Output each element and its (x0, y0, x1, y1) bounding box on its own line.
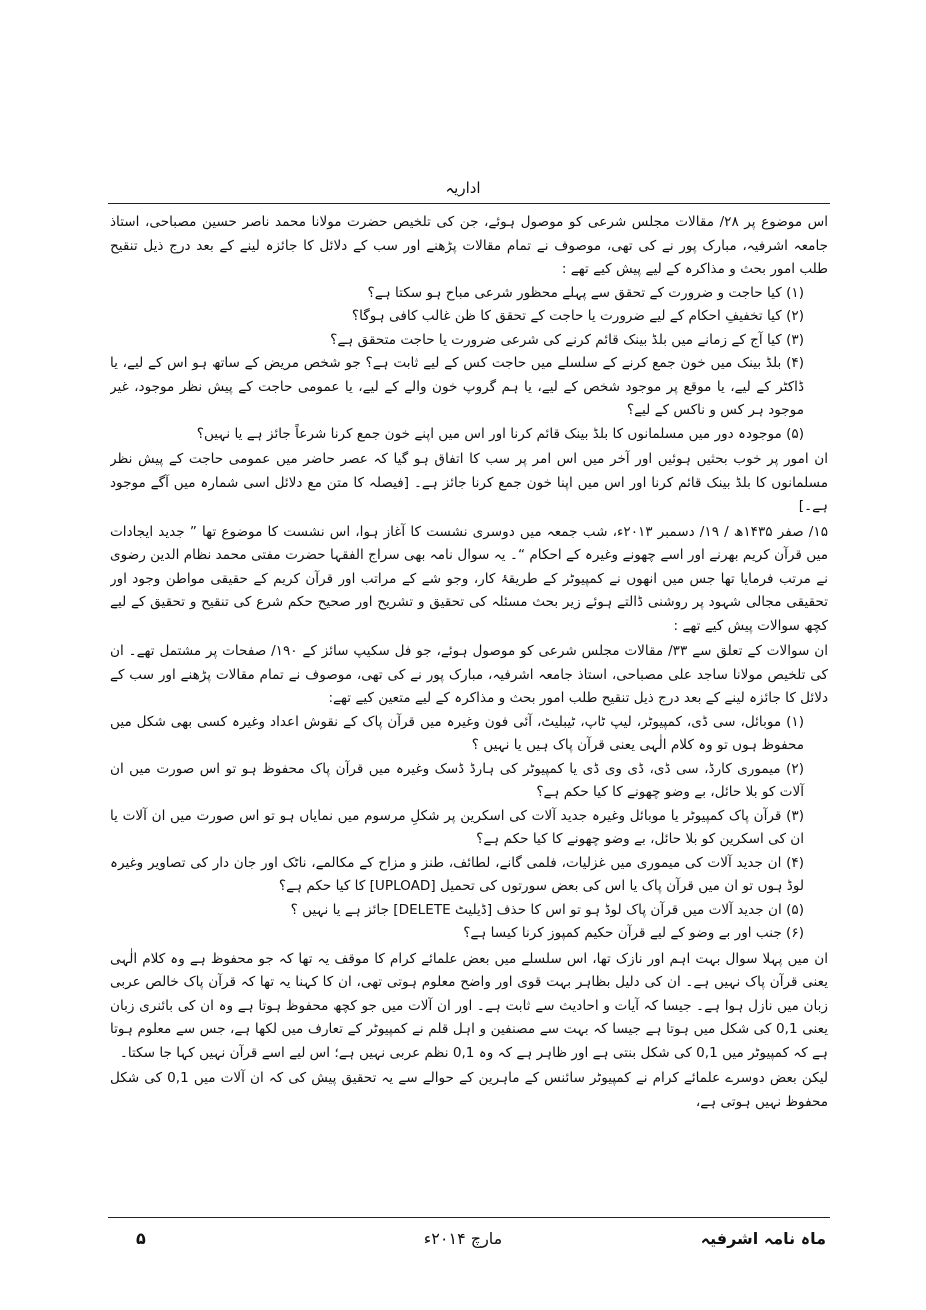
question-item: (۶) جنب اور بے وضو کے لیے قرآن حکیم کمپوز کرنا کیسا ہے؟ (463, 925, 804, 941)
issue-date: مارچ ۲۰۱۴ء (423, 1229, 503, 1248)
question-item: (۳) کیا آج کے زمانے میں بلڈ بینک قائم کرنے کی شرعی ضرورت یا حاجت متحقق ہے؟ (330, 331, 804, 348)
body-paragraph: ان امور پر خوب بحثیں ہوئیں اور آخر میں اس امر پر سب کا اتفاق ہو گیا کہ عصر حاضر میں عمومی حاجت کے پیش نظر مسلمانوں کا بلڈ بینک قائم کرنا اور اس میں اپنا خون جمع کرنا جائز ہے۔ [فیصلہ کا متن مع دلائل اسی شمارہ میں آگے موجود ہے۔] (110, 451, 828, 514)
page-number: ۵ (136, 1229, 146, 1248)
question-item: (۴) بلڈ بینک میں خون جمع کرنے کے سلسلے میں حاجت کس کے لیے ثابت ہے؟ جو شخص مریض کے ساتھ ہو اس کے لیے، یا ڈاکٹر کے لیے، یا موقع پر موجود شخص کے لیے، یا ہم گروپ خون والے کے لیے، یا عمومی حاجت کے پیش نظر موجود، غیر موجود ہر کس و ناکس کے لیے؟ (110, 355, 804, 418)
body-paragraph: ۱۵/ صفر ۱۴۳۵ھ / ۱۹/ دسمبر ۲۰۱۳ء، شب جمعہ میں دوسری نشست کا آغاز ہوا، اس نشست کا موضوع تھا ” جدید ایجادات میں قرآن کریم بھرنے اور اسے چھونے وغیرہ کے احکام “۔ یہ سوال نامہ بھی سراج الفقہا حضرت مفتی محمد نظام الدین رضوی نے مرتب فرمایا تھا جس میں انھوں نے کمپیوٹر کے طریقۂ کار، وجو شے کے مراتب اور قرآن کریم کے حقیقی مواطن وجود اور تحقیقی مجالی شہود پر روشنی ڈالتے ہوئے زیر بحث مسئلہ کی تحقیق و تشریح اور صحیح حکم شرع کی تنقیح و تحقیق کے لیے کچھ سوالات پیش کیے تھے : (110, 523, 828, 634)
body-paragraph: لیکن بعض دوسرے علمائے کرام نے کمپیوٹر سائنس کے ماہرین کے حوالے سے یہ تحقیق پیش کی کہ ان آلات میں 0,1 کی شکل محفوظ نہیں ہوتی ہے، (110, 1070, 828, 1110)
question-item: (۳) قرآن پاک کمپیوٹر یا موبائل وغیرہ جدید آلات کی اسکرین پر شکلِ مرسوم میں نمایاں ہو تو اس صورت میں ان آلات یا ان کی اسکرین کو بلا حائل، بے وضو چھونے کا کیا حکم ہے؟ (110, 807, 804, 847)
header-divider (108, 203, 830, 204)
question-item: (۵) ان جدید آلات میں قرآن پاک لوڈ ہو تو اس کا حذف [ڈیلیٹ DELETE] جائز ہے یا نہیں ؟ (290, 901, 804, 918)
question-item: (۱) کیا حاجت و ضرورت کے تحقق سے پہلے محظور شرعی مباح ہو سکتا ہے؟ (367, 284, 804, 301)
question-item: (۴) ان جدید آلات کی میموری میں غزلیات، فلمی گانے، لطائف، طنز و مزاح کے مکالمے، ناٹک اور جان دار کی تصاویر وغیرہ لوڈ ہوں تو ان میں قرآن پاک یا اس کی بعض سورتوں کی تحمیل [UPLOAD] کا کیا حکم ہے؟ (110, 854, 804, 894)
question-item: (۲) میموری کارڈ، سی ڈی، ڈی وی ڈی یا کمپیوٹر کی ہارڈ ڈسک وغیرہ میں قرآن پاک محفوظ ہو تو اس صورت میں ان آلات کو بلا حائل، بے وضو چھونے کا کیا حکم ہے؟ (110, 760, 804, 800)
body-paragraph: ان میں پہلا سوال بہت اہم اور نازک تھا، اس سلسلے میں بعض علمائے کرام کا موقف یہ تھا کہ جو محفوظ ہے وہ کلام الٰہی یعنی قرآن پاک نہیں ہے۔ ان کی دلیل بظاہر بہت قوی اور واضح معلوم ہوتی تھی، ان کا کہنا یہ تھا کہ قرآن پاک خالص عربی زبان میں نازل ہوا ہے۔ جیسا کہ آیات و احادیث سے ثابت ہے۔ اور ان آلات میں جو کچھ محفوظ ہوتا ہے وہ ان کی بائنری زبان یعنی 0,1 کی شکل میں ہوتا ہے جیسا کہ بہت سے مصنفین و اہل قلم نے کمپیوٹر کے تعارف میں لکھا ہے، جس سے معلوم ہوتا ہے کہ کمپیوٹر میں 0,1 کی شکل بنتی ہے اور ظاہر ہے کہ وہ 0,1 نظم عربی نہیں ہے؛ اس لیے اسے قرآن نہیں کہا جا سکتا۔ (110, 950, 828, 1061)
section-title: اداریہ (445, 179, 481, 197)
question-item: (۵) موجودہ دور میں مسلمانوں کا بلڈ بینک قائم کرنا اور اس میں اپنے خون جمع کرنا شرعاً جائز ہے یا نہیں؟ (196, 425, 804, 442)
footer-divider (108, 1217, 830, 1218)
article-body (110, 209, 828, 1212)
body-paragraph: ان سوالات کے تعلق سے ۳۳/ مقالات مجلس شرعی کو موصول ہوئے، جو فل سکیپ سائز کے ۱۹۰/ صفحات پر مشتمل تھے۔ ان کی تلخیص مولانا ساجد علی مصباحی، استاذ جامعہ اشرفیہ، مبارک پور نے کی تھی، موصوف نے تمام مقالات پڑھنے اور سب کے دلائل کا جائزہ لینے کے بعد درج ذیل تنقیح طلب امور بحث و مذاکرہ کے لیے متعین کیے تھے: (110, 643, 828, 706)
question-item: (۱) موبائل، سی ڈی، کمپیوٹر، لیپ ٹاپ، ٹیبلیٹ، آئی فون وغیرہ میں قرآن پاک کے نقوش اعداد وغیرہ کسی بھی شکل میں محفوظ ہوں تو وہ کلام الٰہی یعنی قرآن پاک ہیں یا نہیں ؟ (110, 713, 804, 753)
question-item: (۲) کیا تخفیفِ احکام کے لیے ضرورت یا حاجت کے تحقق کا ظن غالب کافی ہوگا؟ (351, 308, 804, 324)
body-paragraph: اس موضوع پر ۲۸/ مقالات مجلس شرعی کو موصول ہوئے، جن کی تلخیص حضرت مولانا محمد ناصر حسین مصباحی، استاذ جامعہ اشرفیہ، مبارک پور نے کی تھی، موصوف نے تمام مقالات پڑھنے اور سب کے دلائل کا جائزہ لینے کے بعد درج ذیل تنقیح طلب امور بحث و مذاکرہ کے لیے پیش کیے تھے : (110, 214, 828, 277)
magazine-name: ماہ نامہ اشرفیہ (700, 1229, 826, 1248)
